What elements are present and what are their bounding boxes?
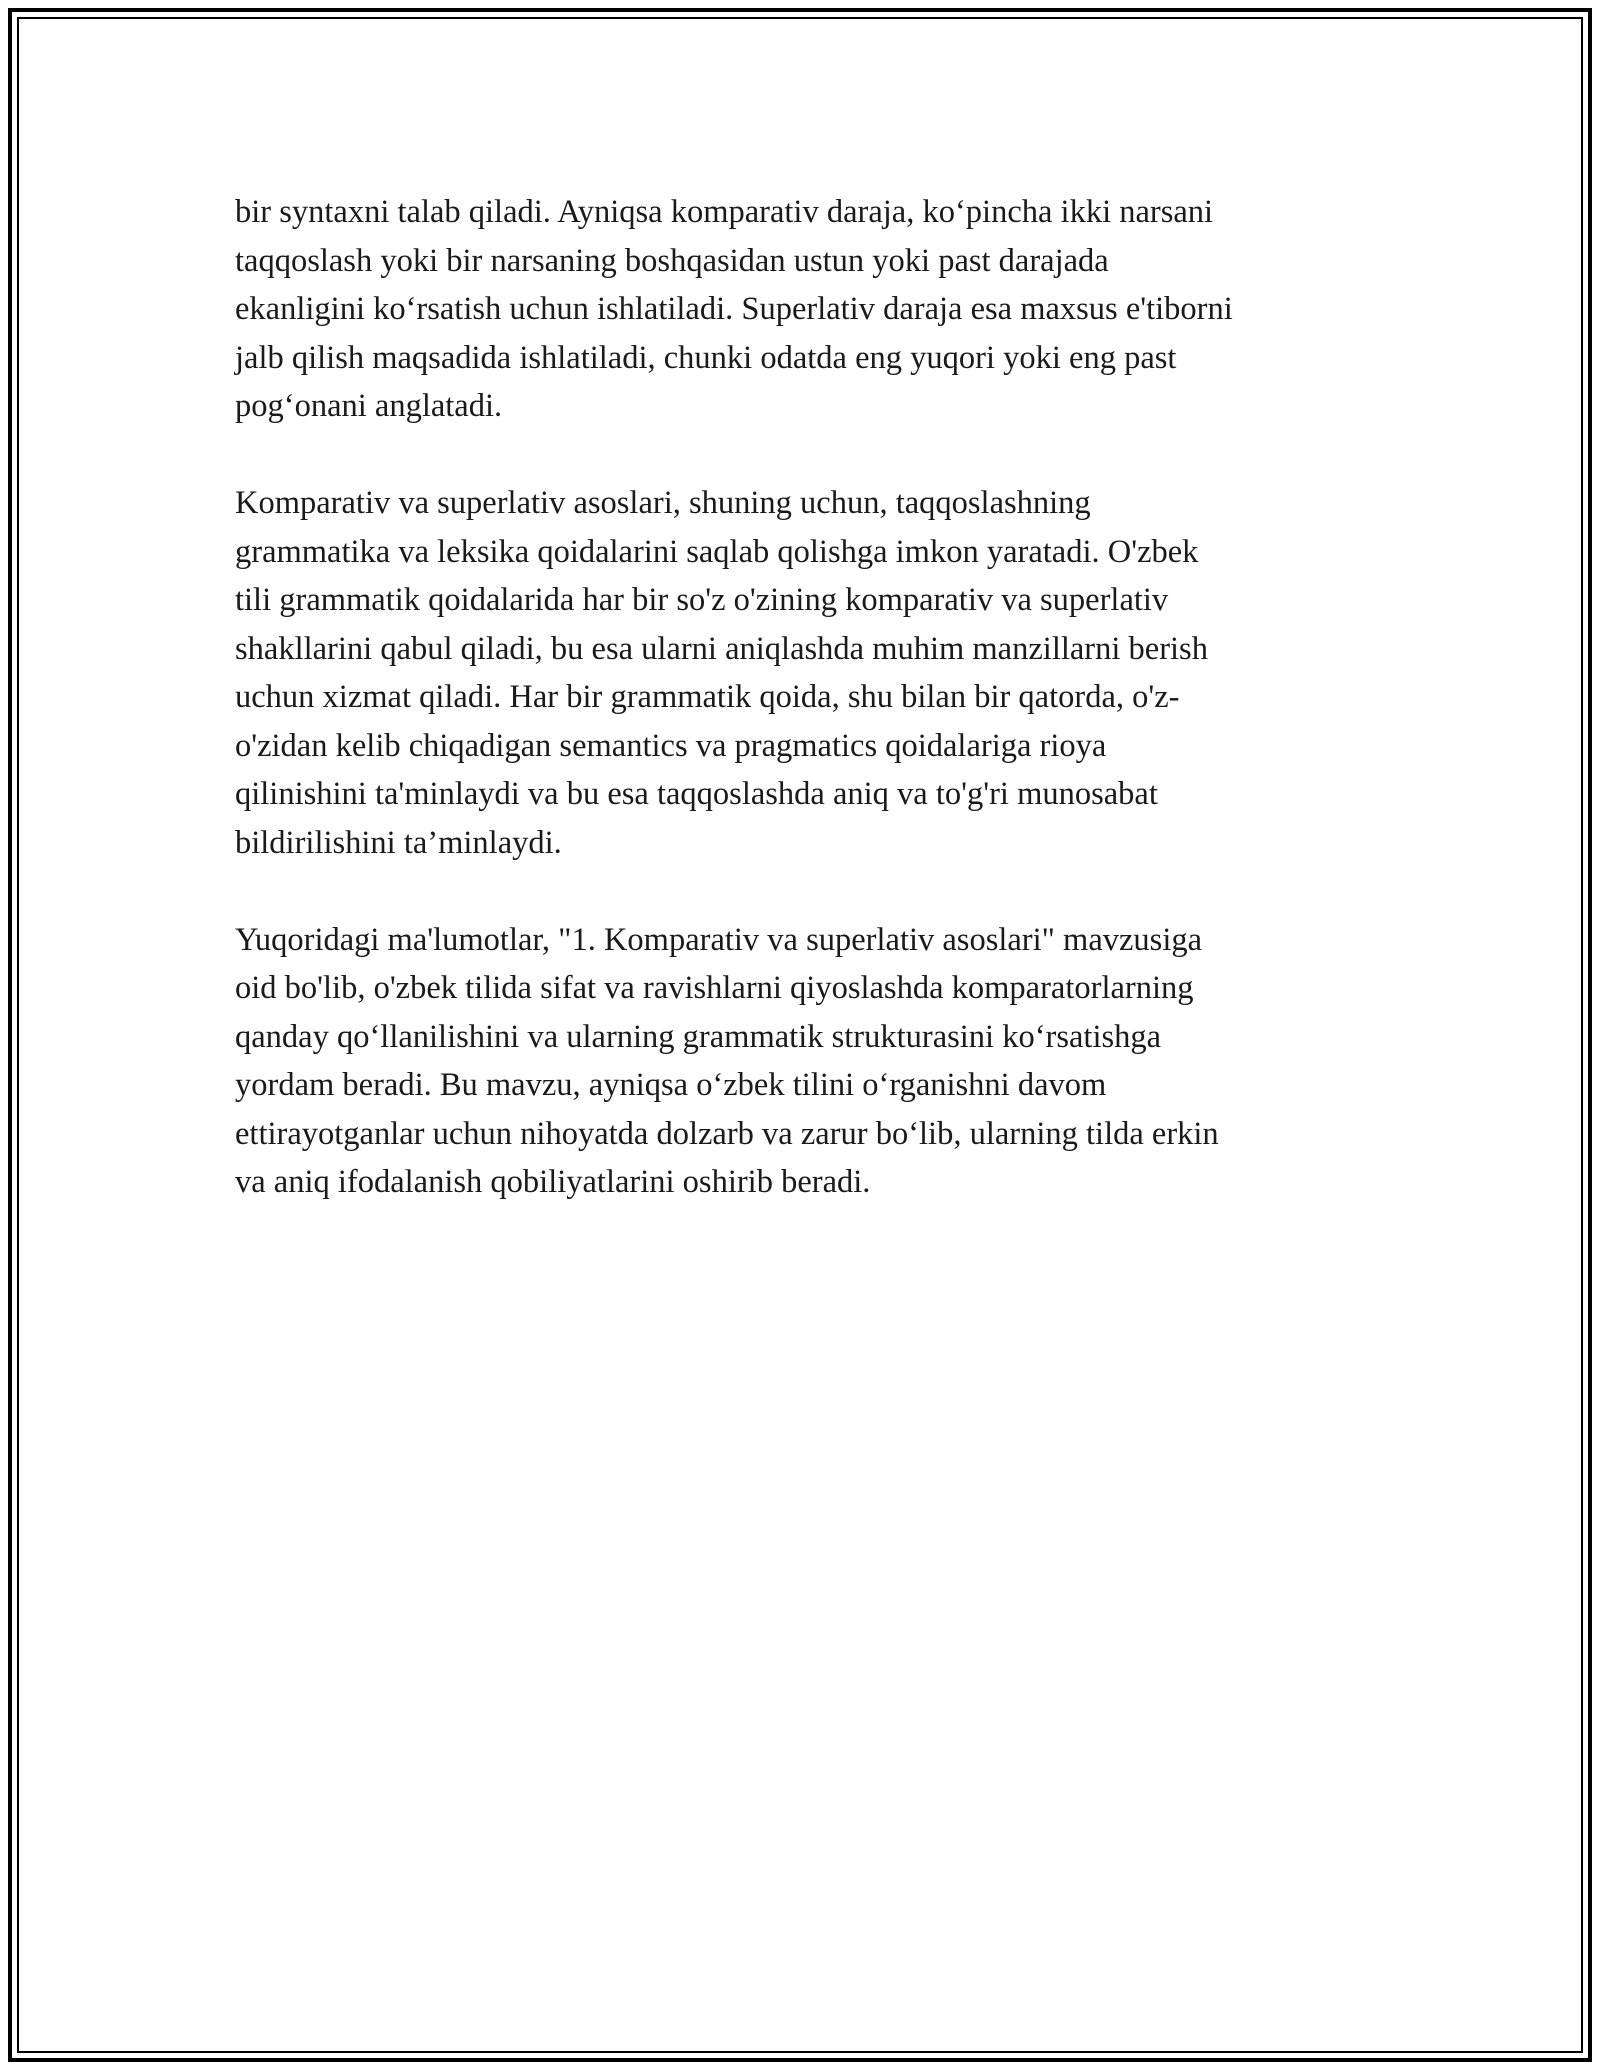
page-body bbox=[235, 188, 1365, 1255]
paragraph-summary: Yuqoridagi ma'lumotlar, "1. Komparativ va superlativ asoslari" mavzusiga oid bo'lib, o'zbek tilida sifat va ravishlarni qiyoslashda komparatorlarning qanday qo‘llanilishini va ularning grammatik strukturasini ko‘rsatishga yordam beradi. Bu mavzu, ayniqsa o‘zbek tilini o‘rganishni davom ettirayotganlar uchun nihoyatda dolzarb va zarur bo‘lib, ularning tilda erkin va aniq ifodalanish qobiliyatlarini oshirib beradi. bbox=[235, 921, 1219, 1200]
paragraph-degrees-usage: bir syntaxni talab qiladi. Ayniqsa komparativ daraja, ko‘pincha ikki narsani taqqoslash yoki bir narsaning boshqasidan ustun yoki past darajada ekanligini ko‘rsatish uchun ishlatiladi. Superlativ daraja esa maxsus e'tiborni jalb qilish maqsadida ishlatiladi, chunki odatda eng yuqori yoki eng past pog‘onani anglatadi. bbox=[235, 194, 1233, 424]
paragraph-comparative-basics: Komparativ va superlativ asoslari, shuning uchun, taqqoslashning grammatika va leksika qoidalarini saqlab qolishga imkon yaratadi. O'zbek tili grammatik qoidalarida har bir so'z o'zining komparativ va superlativ shakllarini qabul qiladi, bu esa ularni aniqlashda muhim manzillarni berish uchun xizmat qiladi. Har bir grammatik qoida, shu bilan bir qatorda, o'z- o'zidan kelib chiqadigan semantics va pragmatics qoidalariga rioya qilinishini ta'minlaydi va bu esa taqqoslashda aniq va to'g'ri munosabat bildirilishini ta’minlaydi. bbox=[235, 485, 1208, 861]
